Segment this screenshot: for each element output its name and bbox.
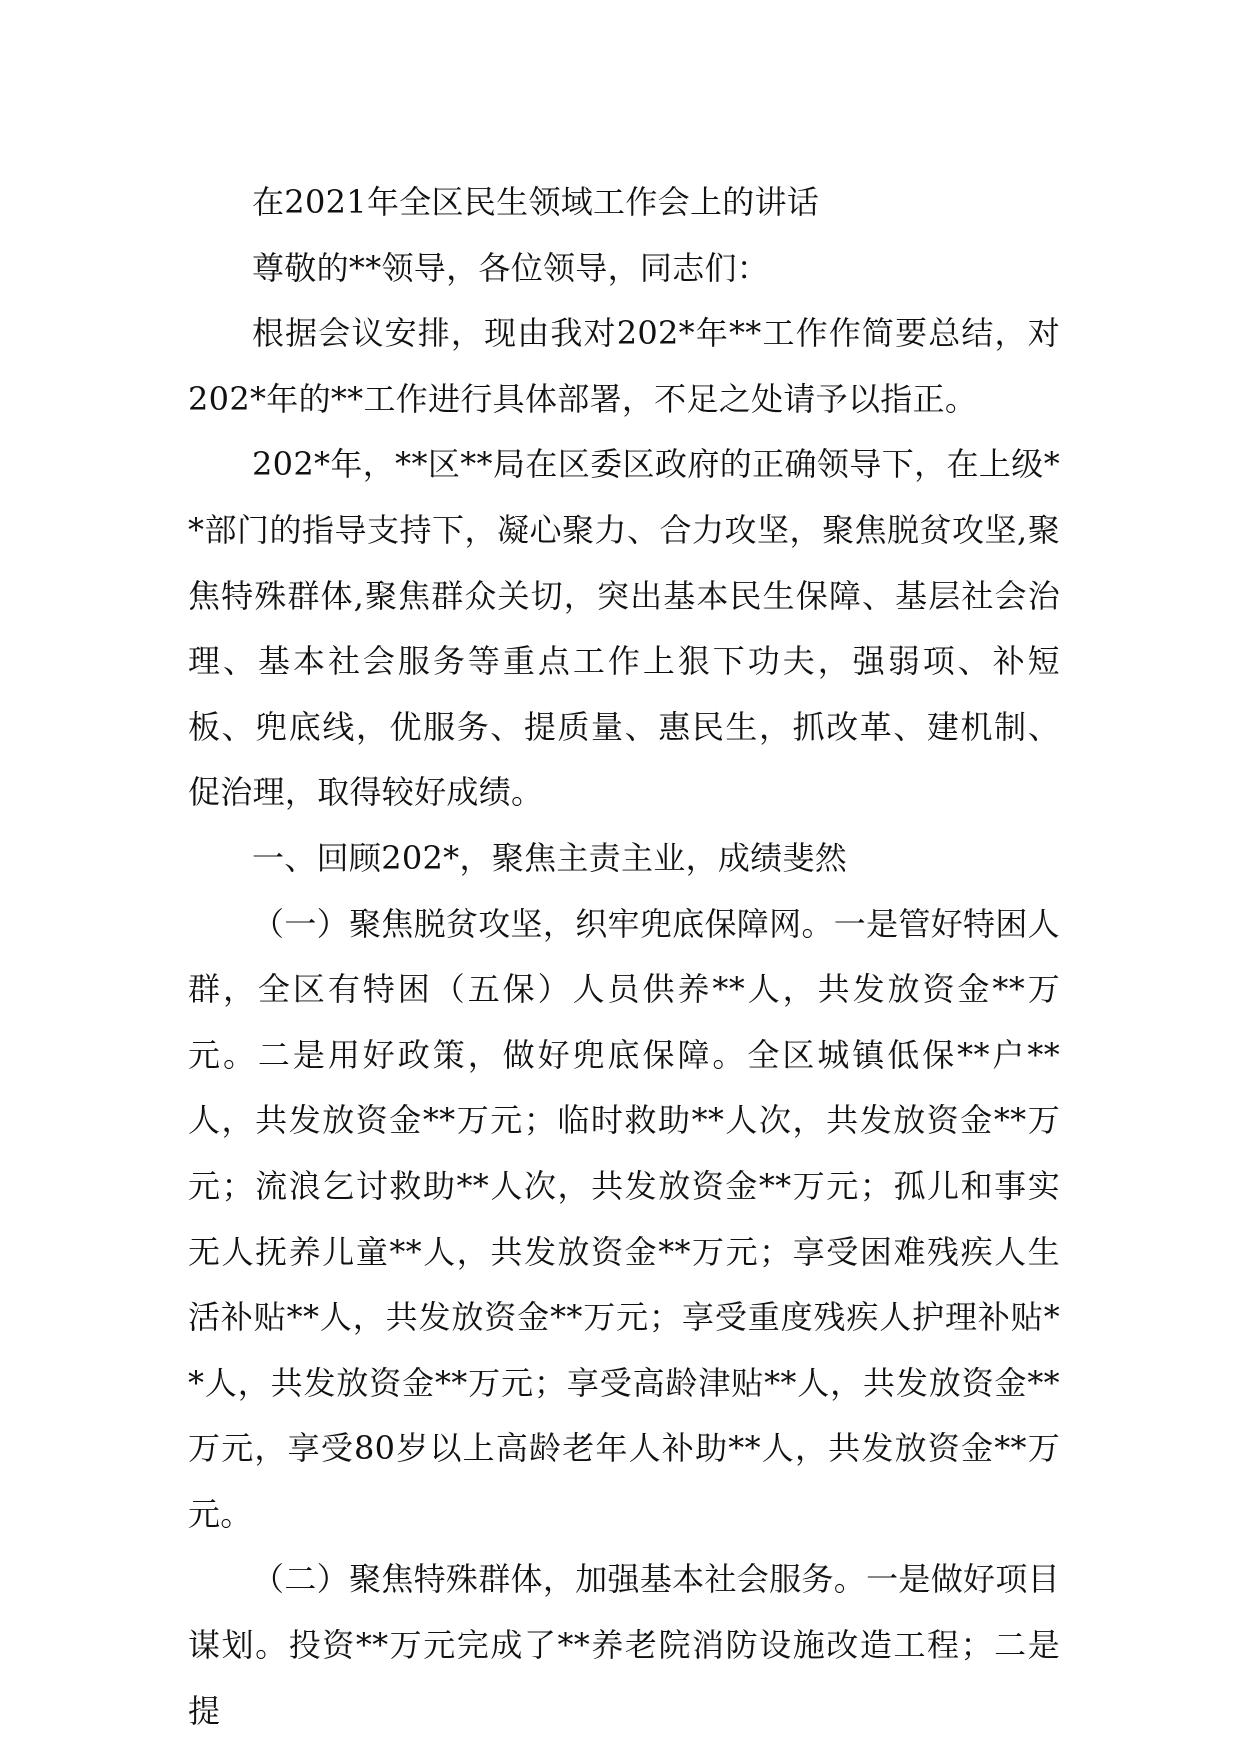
paragraph-summary: 202*年，**区**局在区委区政府的正确领导下，在上级**部门的指导支持下，凝心聚力、合力攻坚，聚焦脱贫攻坚,聚焦特殊群体,聚焦群众关切，突出基本民生保障、基层社会治理、基本社会服务等重点工作上狠下功夫，强弱项、补短板、兜底线，优服务、提质量、惠民生，抓改革、建机制、促治理，取得较好成绩。 <box>188 445 1060 812</box>
document-page <box>188 170 1060 1744</box>
section-heading: 一、回顾202*，聚焦主责主业，成绩斐然 <box>252 838 848 877</box>
paragraph-poverty-alleviation: （一）聚焦脱贫攻坚，织牢兜底保障网。一是管好特困人群，全区有特困（五保）人员供养**人，共发放资金**万元。二是用好政策，做好兜底保障。全区城镇低保**户**人，共发放资金**万元；临时救助**人次，共发放资金**万元；流浪乞讨救助**人次，共发放资金**万元；孤儿和事实无人抚养儿童**人，共发放资金**万元；享受困难残疾人生活补贴**人，共发放资金**万元；享受重度残疾人护理补贴**人，共发放资金**万元；享受高龄津贴**人，共发放资金**万元，享受80岁以上高龄老年人补助**人，共发放资金**万元。 <box>188 904 1060 1533</box>
document-title: 在2021年全区民生领域工作会上的讲话 <box>252 183 820 221</box>
paragraph-intro: 根据会议安排，现由我对202*年**工作作简要总结，对202*年的**工作进行具体部署，不足之处请予以指正。 <box>188 314 1060 418</box>
paragraph-special-groups: （二）聚焦特殊群体，加强基本社会服务。一是做好项目谋划。投资**万元完成了**养老院消防设施改造工程；二是提 <box>188 1560 1060 1730</box>
salutation: 尊敬的**领导，各位领导，同志们： <box>252 248 770 287</box>
